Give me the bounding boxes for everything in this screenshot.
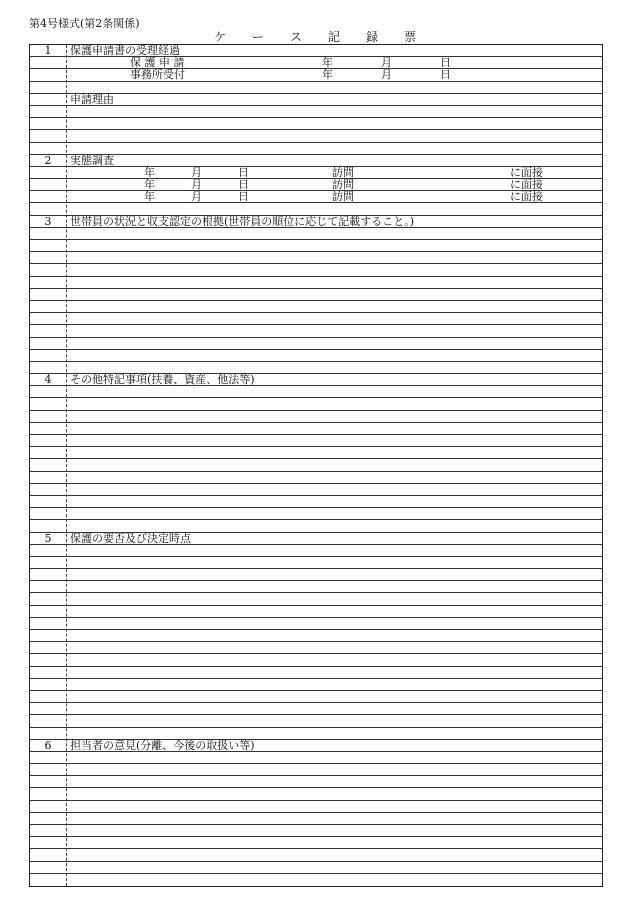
table-row [30,472,602,484]
table-row [30,801,602,813]
table-row [30,301,602,313]
row-text: 月 [381,56,392,70]
table-row [30,581,602,593]
row-text: その他特記事項(扶養、資産、他法等) [70,373,255,387]
row-text: 年 [144,178,155,192]
table-row [30,45,602,57]
title-character: 記 [328,30,341,44]
table-row [30,57,602,69]
table-row [30,752,602,764]
table-row [30,862,602,874]
section-number: 3 [44,214,52,228]
table-row [30,691,602,703]
table-row [30,569,602,581]
section-number: 1 [44,44,52,57]
table-row [30,728,602,740]
row-text: 保護の要否及び決定時点 [70,531,191,545]
table-row [30,228,602,240]
row-text: 世帯員の状況と収支認定の根拠(世帯員の順位に応じて記載すること。) [70,214,415,228]
table-row [30,825,602,837]
case-record-form-table [29,44,603,887]
table-row [30,203,602,215]
title-character: ス [289,30,302,44]
row-text: 担当者の意見(分離、今後の取扱い等) [70,738,255,752]
table-row [30,715,602,727]
table-row [30,374,602,386]
table-row [30,606,602,618]
table-row [30,776,602,788]
table-row [30,496,602,508]
table-row [30,240,602,252]
row-text: 月 [191,190,202,204]
table-row [30,654,602,666]
row-text: 年 [144,165,155,179]
table-row [30,252,602,264]
row-text: 月 [191,178,202,192]
row-text: 日 [440,56,451,70]
table-row [30,386,602,398]
table-row [30,106,602,118]
table-row [30,484,602,496]
table-row [30,874,602,885]
table-row [30,667,602,679]
table-row [30,593,602,605]
title-character: 録 [366,30,379,44]
table-row [30,618,602,630]
table-row [30,94,602,106]
table-row [30,289,602,301]
table-row [30,411,602,423]
table-row [30,740,602,752]
row-text: 訪問 [332,165,354,179]
table-row [30,642,602,654]
table-row [30,423,602,435]
table-row [30,520,602,532]
table-row [30,350,602,362]
table-row [30,533,602,545]
form-number-label: 第4号様式(第2条関係) [29,17,140,30]
document-title [0,30,630,44]
table-row [30,277,602,289]
table-row [30,837,602,849]
table-row [30,557,602,569]
table-row [30,703,602,715]
table-row [30,813,602,825]
table-row [30,216,602,228]
table-row [30,191,602,203]
row-text: 日 [440,68,451,82]
table-row [30,118,602,130]
row-text: 実態調査 [70,153,114,167]
row-text: 事務所受付 [130,68,185,82]
row-text: に面接 [510,190,543,204]
table-row [30,325,602,337]
row-text: 申請理由 [70,92,114,106]
table-row [30,69,602,81]
title-character: ー [251,30,264,44]
title-character: ケ [213,30,226,44]
row-text: 保 護 申 請 [130,56,185,70]
table-row [30,435,602,447]
row-text: 年 [144,190,155,204]
table-row [30,398,602,410]
section-number: 2 [44,153,52,167]
row-text: 保護申請書の受理経過 [70,44,180,57]
row-text: 日 [238,190,249,204]
row-text: に面接 [510,178,543,192]
table-row [30,313,602,325]
row-text: 訪問 [332,190,354,204]
title-character: 票 [404,30,417,44]
section-number: 5 [44,531,52,545]
section-number: 6 [44,738,52,752]
row-text: 年 [322,56,333,70]
table-row [30,788,602,800]
row-text: 日 [238,165,249,179]
row-text: 月 [191,165,202,179]
table-row [30,447,602,459]
table-row [30,82,602,94]
table-row [30,264,602,276]
table-row [30,143,602,155]
table-row [30,764,602,776]
table-row [30,630,602,642]
table-row [30,545,602,557]
table-row [30,849,602,861]
section-number: 4 [44,373,52,387]
table-row [30,338,602,350]
row-text: 年 [322,68,333,82]
row-text: 訪問 [332,178,354,192]
table-row [30,508,602,520]
row-text: 日 [238,178,249,192]
table-row [30,679,602,691]
table-row [30,130,602,142]
row-text: に面接 [510,165,543,179]
row-text: 月 [381,68,392,82]
table-row [30,459,602,471]
